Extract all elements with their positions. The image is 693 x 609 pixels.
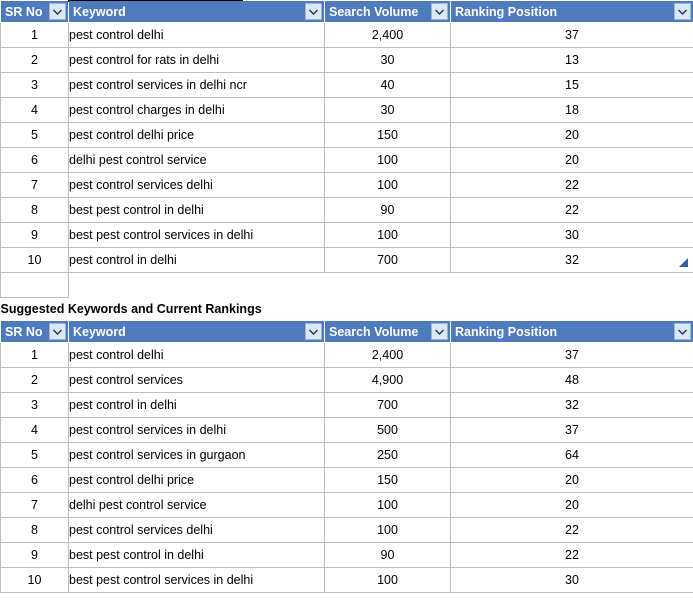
- section-title[interactable]: Suggested Keywords and Current Rankings: [1, 298, 693, 321]
- cell-sr-no[interactable]: 3: [1, 73, 69, 98]
- cell-search-volume[interactable]: 30: [325, 48, 451, 73]
- cell-ranking-position[interactable]: 37: [451, 23, 693, 48]
- cell-sr-no[interactable]: 1: [1, 343, 69, 368]
- cell-sr-no[interactable]: 3: [1, 393, 69, 418]
- cell-sr-no[interactable]: 9: [1, 543, 69, 568]
- filter-dropdown-icon[interactable]: [431, 3, 448, 20]
- cell-keyword[interactable]: pest control delhi: [69, 343, 325, 368]
- cell-ranking-position[interactable]: 22: [451, 198, 693, 223]
- bottom-table: [1, 321, 693, 593]
- filter-dropdown-icon[interactable]: [674, 3, 691, 20]
- cell-keyword[interactable]: best pest control services in delhi: [69, 223, 325, 248]
- column-header-label: Keyword: [73, 324, 126, 339]
- filter-dropdown-icon[interactable]: [305, 323, 322, 340]
- column-header-label: Ranking Position: [455, 4, 558, 19]
- table-header-row: [1, 1, 693, 23]
- cell-sr-no[interactable]: 5: [1, 123, 69, 148]
- cell-keyword[interactable]: delhi pest control service: [69, 148, 325, 173]
- cell-ranking-position[interactable]: 13: [451, 48, 693, 73]
- cell-ranking-position[interactable]: 37: [451, 418, 693, 443]
- cell-search-volume[interactable]: 2,400: [325, 343, 451, 368]
- cell-sr-no[interactable]: 8: [1, 518, 69, 543]
- cell-sr-no[interactable]: 4: [1, 98, 69, 123]
- filter-dropdown-icon[interactable]: [49, 323, 66, 340]
- column-header-keyword[interactable]: [69, 321, 325, 343]
- table-row[interactable]: [1, 223, 693, 248]
- cell-keyword[interactable]: best pest control services in delhi: [69, 568, 325, 593]
- table-row[interactable]: [1, 518, 693, 543]
- filter-dropdown-icon[interactable]: [49, 3, 66, 20]
- column-header-label: SR No: [5, 324, 43, 339]
- table-row[interactable]: [1, 368, 693, 393]
- column-header-sr-no[interactable]: [1, 321, 69, 343]
- cell-sr-no[interactable]: 9: [1, 223, 69, 248]
- column-header-label: Keyword: [73, 4, 126, 19]
- cell-ranking-position[interactable]: 22: [451, 518, 693, 543]
- column-header-label: Ranking Position: [455, 324, 558, 339]
- table-row[interactable]: [1, 73, 693, 98]
- table-row[interactable]: [1, 248, 693, 273]
- table-row[interactable]: [1, 393, 693, 418]
- cell-keyword[interactable]: delhi pest control service: [69, 493, 325, 518]
- column-header-label: Search Volume: [329, 4, 419, 19]
- table-row[interactable]: [1, 493, 693, 518]
- cell-keyword[interactable]: pest control delhi price: [69, 468, 325, 493]
- cell-ranking-position[interactable]: 20: [451, 493, 693, 518]
- cell-ranking-position[interactable]: 64: [451, 443, 693, 468]
- cell-search-volume[interactable]: 700: [325, 248, 451, 273]
- cell-ranking-position[interactable]: 48: [451, 368, 693, 393]
- filter-dropdown-icon[interactable]: [674, 323, 691, 340]
- column-header-ranking-position[interactable]: [451, 1, 693, 23]
- table-row[interactable]: [1, 123, 693, 148]
- cell-ranking-position[interactable]: 22: [451, 173, 693, 198]
- table-row[interactable]: [1, 568, 693, 593]
- table-row[interactable]: [1, 48, 693, 73]
- cell-sr-no[interactable]: 2: [1, 48, 69, 73]
- cell-keyword[interactable]: pest control charges in delhi: [69, 98, 325, 123]
- cell-search-volume[interactable]: 4,900: [325, 368, 451, 393]
- table-row[interactable]: [1, 343, 693, 368]
- cell-ranking-position[interactable]: 20: [451, 123, 693, 148]
- table-row[interactable]: [1, 443, 693, 468]
- cell-keyword[interactable]: best pest control in delhi: [69, 198, 325, 223]
- cell-search-volume[interactable]: 250: [325, 443, 451, 468]
- column-header-search-volume[interactable]: [325, 1, 451, 23]
- cell-ranking-position[interactable]: 37: [451, 343, 693, 368]
- cell-sr-no[interactable]: 4: [1, 418, 69, 443]
- cell-keyword[interactable]: pest control services: [69, 368, 325, 393]
- cell-sr-no[interactable]: 7: [1, 493, 69, 518]
- cell-search-volume[interactable]: 100: [325, 173, 451, 198]
- cell-search-volume[interactable]: 150: [325, 468, 451, 493]
- cell-keyword[interactable]: pest control in delhi: [69, 248, 325, 273]
- cell-keyword[interactable]: pest control services delhi: [69, 518, 325, 543]
- cell-keyword[interactable]: pest control services in delhi: [69, 418, 325, 443]
- cell-keyword[interactable]: pest control delhi: [69, 23, 325, 48]
- table-header-row: [1, 321, 693, 343]
- cell-ranking-position[interactable]: 18: [451, 98, 693, 123]
- cell-keyword[interactable]: pest control for rats in delhi: [69, 48, 325, 73]
- cell-keyword[interactable]: pest control services delhi: [69, 173, 325, 198]
- column-header-label: Search Volume: [329, 324, 419, 339]
- cell-search-volume[interactable]: 2,400: [325, 23, 451, 48]
- cell-sr-no[interactable]: 8: [1, 198, 69, 223]
- table-row[interactable]: [1, 198, 693, 223]
- column-header-search-volume[interactable]: [325, 321, 451, 343]
- filter-dropdown-icon[interactable]: [431, 323, 448, 340]
- cell-ranking-position[interactable]: 22: [451, 543, 693, 568]
- cell-search-volume[interactable]: 500: [325, 418, 451, 443]
- cell-ranking-position[interactable]: 30: [451, 568, 693, 593]
- cell-sr-no[interactable]: 6: [1, 468, 69, 493]
- table-row[interactable]: [1, 468, 693, 493]
- cell-sr-no[interactable]: 10: [1, 568, 69, 593]
- top-table: [1, 1, 693, 273]
- section-title-row: [1, 298, 693, 321]
- cell-ranking-position[interactable]: 15: [451, 73, 693, 98]
- empty-cell[interactable]: [325, 273, 451, 298]
- cell-search-volume[interactable]: 90: [325, 198, 451, 223]
- cell-search-volume[interactable]: 100: [325, 148, 451, 173]
- cell-sr-no[interactable]: 6: [1, 148, 69, 173]
- table-row[interactable]: [1, 23, 693, 48]
- cell-search-volume[interactable]: 700: [325, 393, 451, 418]
- column-header-keyword[interactable]: [69, 1, 325, 23]
- cell-search-volume[interactable]: 100: [325, 223, 451, 248]
- cell-ranking-position[interactable]: 30: [451, 223, 693, 248]
- cell-search-volume[interactable]: 30: [325, 98, 451, 123]
- column-header-ranking-position[interactable]: [451, 321, 693, 343]
- cell-ranking-position[interactable]: 20: [451, 468, 693, 493]
- empty-cell[interactable]: [1, 273, 69, 298]
- cell-search-volume[interactable]: 100: [325, 568, 451, 593]
- cell-sr-no[interactable]: 7: [1, 173, 69, 198]
- cell-sr-no[interactable]: 5: [1, 443, 69, 468]
- cell-search-volume[interactable]: 150: [325, 123, 451, 148]
- cell-keyword[interactable]: pest control services in gurgaon: [69, 443, 325, 468]
- table-row[interactable]: [1, 418, 693, 443]
- cell-keyword[interactable]: pest control delhi price: [69, 123, 325, 148]
- cell-sr-no[interactable]: 2: [1, 368, 69, 393]
- cell-ranking-position[interactable]: 20: [451, 148, 693, 173]
- spacer-row: [1, 273, 693, 298]
- cell-ranking-position[interactable]: 32: [451, 248, 693, 273]
- cell-sr-no[interactable]: 10: [1, 248, 69, 273]
- table-row[interactable]: [1, 173, 693, 198]
- column-header-sr-no[interactable]: [1, 1, 69, 23]
- empty-cell[interactable]: [69, 273, 325, 298]
- table-row[interactable]: [1, 148, 693, 173]
- empty-cell[interactable]: [451, 273, 693, 298]
- cell-search-volume[interactable]: 100: [325, 493, 451, 518]
- spacer-region: [1, 273, 693, 321]
- cell-sr-no[interactable]: 1: [1, 23, 69, 48]
- cell-search-volume[interactable]: 40: [325, 73, 451, 98]
- cell-keyword[interactable]: pest control services in delhi ncr: [69, 73, 325, 98]
- table-row[interactable]: [1, 543, 693, 568]
- cell-ranking-position[interactable]: 32: [451, 393, 693, 418]
- table-row[interactable]: [1, 98, 693, 123]
- column-header-label: SR No: [5, 4, 43, 19]
- cell-search-volume[interactable]: 100: [325, 518, 451, 543]
- filter-dropdown-icon[interactable]: [305, 3, 322, 20]
- cell-keyword[interactable]: pest control in delhi: [69, 393, 325, 418]
- cell-search-volume[interactable]: 90: [325, 543, 451, 568]
- cell-keyword[interactable]: best pest control in delhi: [69, 543, 325, 568]
